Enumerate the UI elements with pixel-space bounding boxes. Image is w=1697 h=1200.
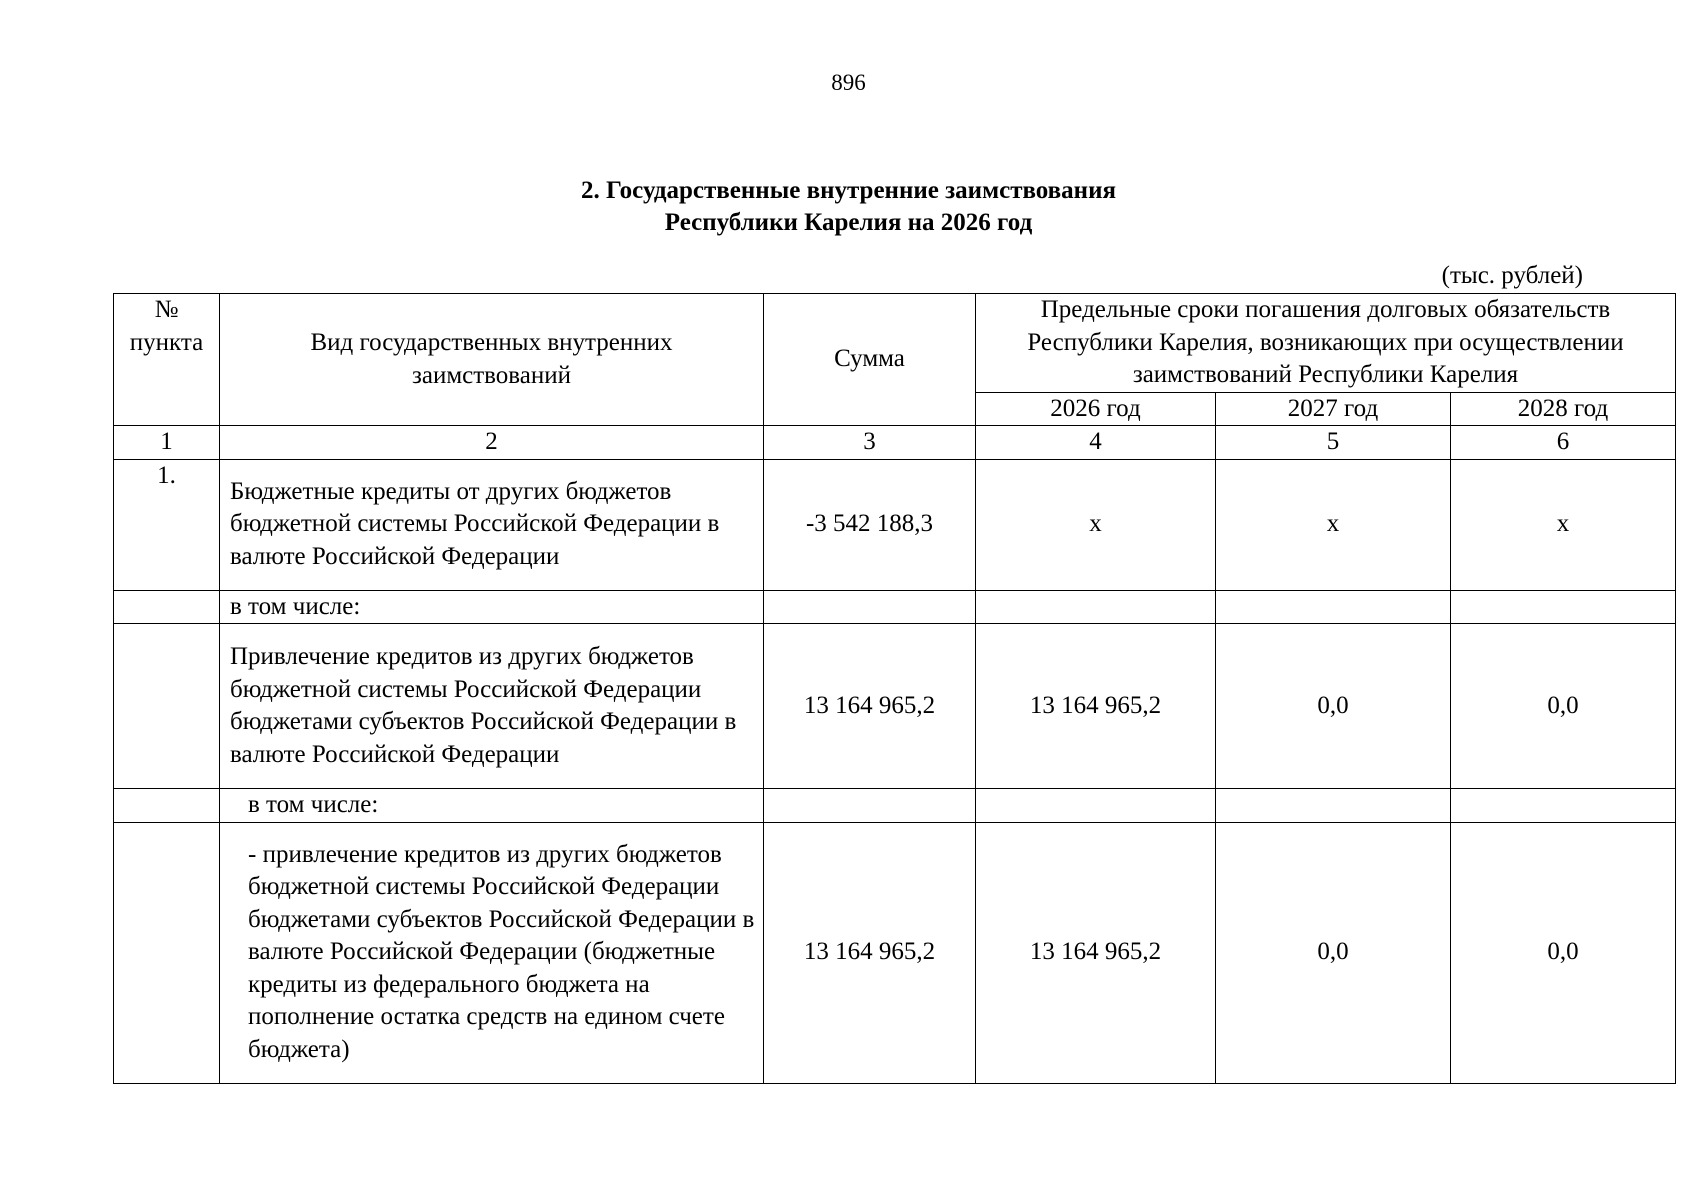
row-sum: 13 164 965,2 [764,822,976,1083]
row-2026: x [976,459,1216,590]
row-2027: 0,0 [1216,624,1451,789]
row-num [114,789,220,823]
table-row [114,624,1676,789]
header-year-2028: 2028 год [1451,392,1676,426]
row-sum: -3 542 188,3 [764,459,976,590]
row-kind: в том числе: [220,789,764,823]
row-2027 [1216,789,1451,823]
row-num: 1. [114,459,220,590]
title-line-1: 2. Государственные внутренние заимствования [580,177,1117,204]
table-row [114,459,1676,590]
header-terms: Предельные сроки погашения долговых обязательств Республики Карелия, возникающих при осуществлении заимствований Республики Карелия [976,294,1676,393]
row-kind: в том числе: [220,590,764,624]
table-row [114,789,1676,823]
row-2026 [976,789,1216,823]
header-year-2027: 2027 год [1216,392,1451,426]
column-number: 2 [220,426,764,460]
row-2026 [976,590,1216,624]
row-2028 [1451,590,1676,624]
row-sum: 13 164 965,2 [764,624,976,789]
row-sum [764,590,976,624]
column-number: 3 [764,426,976,460]
unit-label: (тыс. рублей) [1441,262,1583,289]
row-kind: Привлечение кредитов из других бюджетов бюджетной системы Российской Федерации бюджетами субъектов Российской Федерации в валюте Российской Федерации [220,624,764,789]
row-kind: Бюджетные кредиты от других бюджетов бюджетной системы Российской Федерации в валюте Российской Федерации [220,459,764,590]
page-number: 896 [831,70,866,95]
header-row-1 [114,294,1676,393]
header-year-2026: 2026 год [976,392,1216,426]
table-row [114,590,1676,624]
column-number: 4 [976,426,1216,460]
document-title [0,175,1697,239]
column-numbers-row [114,426,1676,460]
header-num: № пункта [114,294,220,426]
header-sum: Сумма [764,294,976,426]
table-row [114,822,1676,1083]
row-2028: 0,0 [1451,624,1676,789]
row-2027: x [1216,459,1451,590]
row-2028: 0,0 [1451,822,1676,1083]
column-number: 5 [1216,426,1451,460]
row-2026: 13 164 965,2 [976,822,1216,1083]
row-num [114,822,220,1083]
row-num [114,624,220,789]
column-number: 6 [1451,426,1676,460]
borrowings-table [113,293,1676,1084]
row-2028 [1451,789,1676,823]
row-2028: x [1451,459,1676,590]
header-kind: Вид государственных внутренних заимствований [220,294,764,426]
row-sum [764,789,976,823]
row-2027: 0,0 [1216,822,1451,1083]
row-kind: - привлечение кредитов из других бюджетов бюджетной системы Российской Федерации бюджетами субъектов Российской Федерации в валюте Российской Федерации (бюджетные кредиты из федерального бюджета на пополнение остатка средств на едином счете бюджета) [220,822,764,1083]
title-line-2: Республики Карелия на 2026 год [664,209,1033,236]
row-num [114,590,220,624]
column-number: 1 [114,426,220,460]
row-2026: 13 164 965,2 [976,624,1216,789]
row-2027 [1216,590,1451,624]
